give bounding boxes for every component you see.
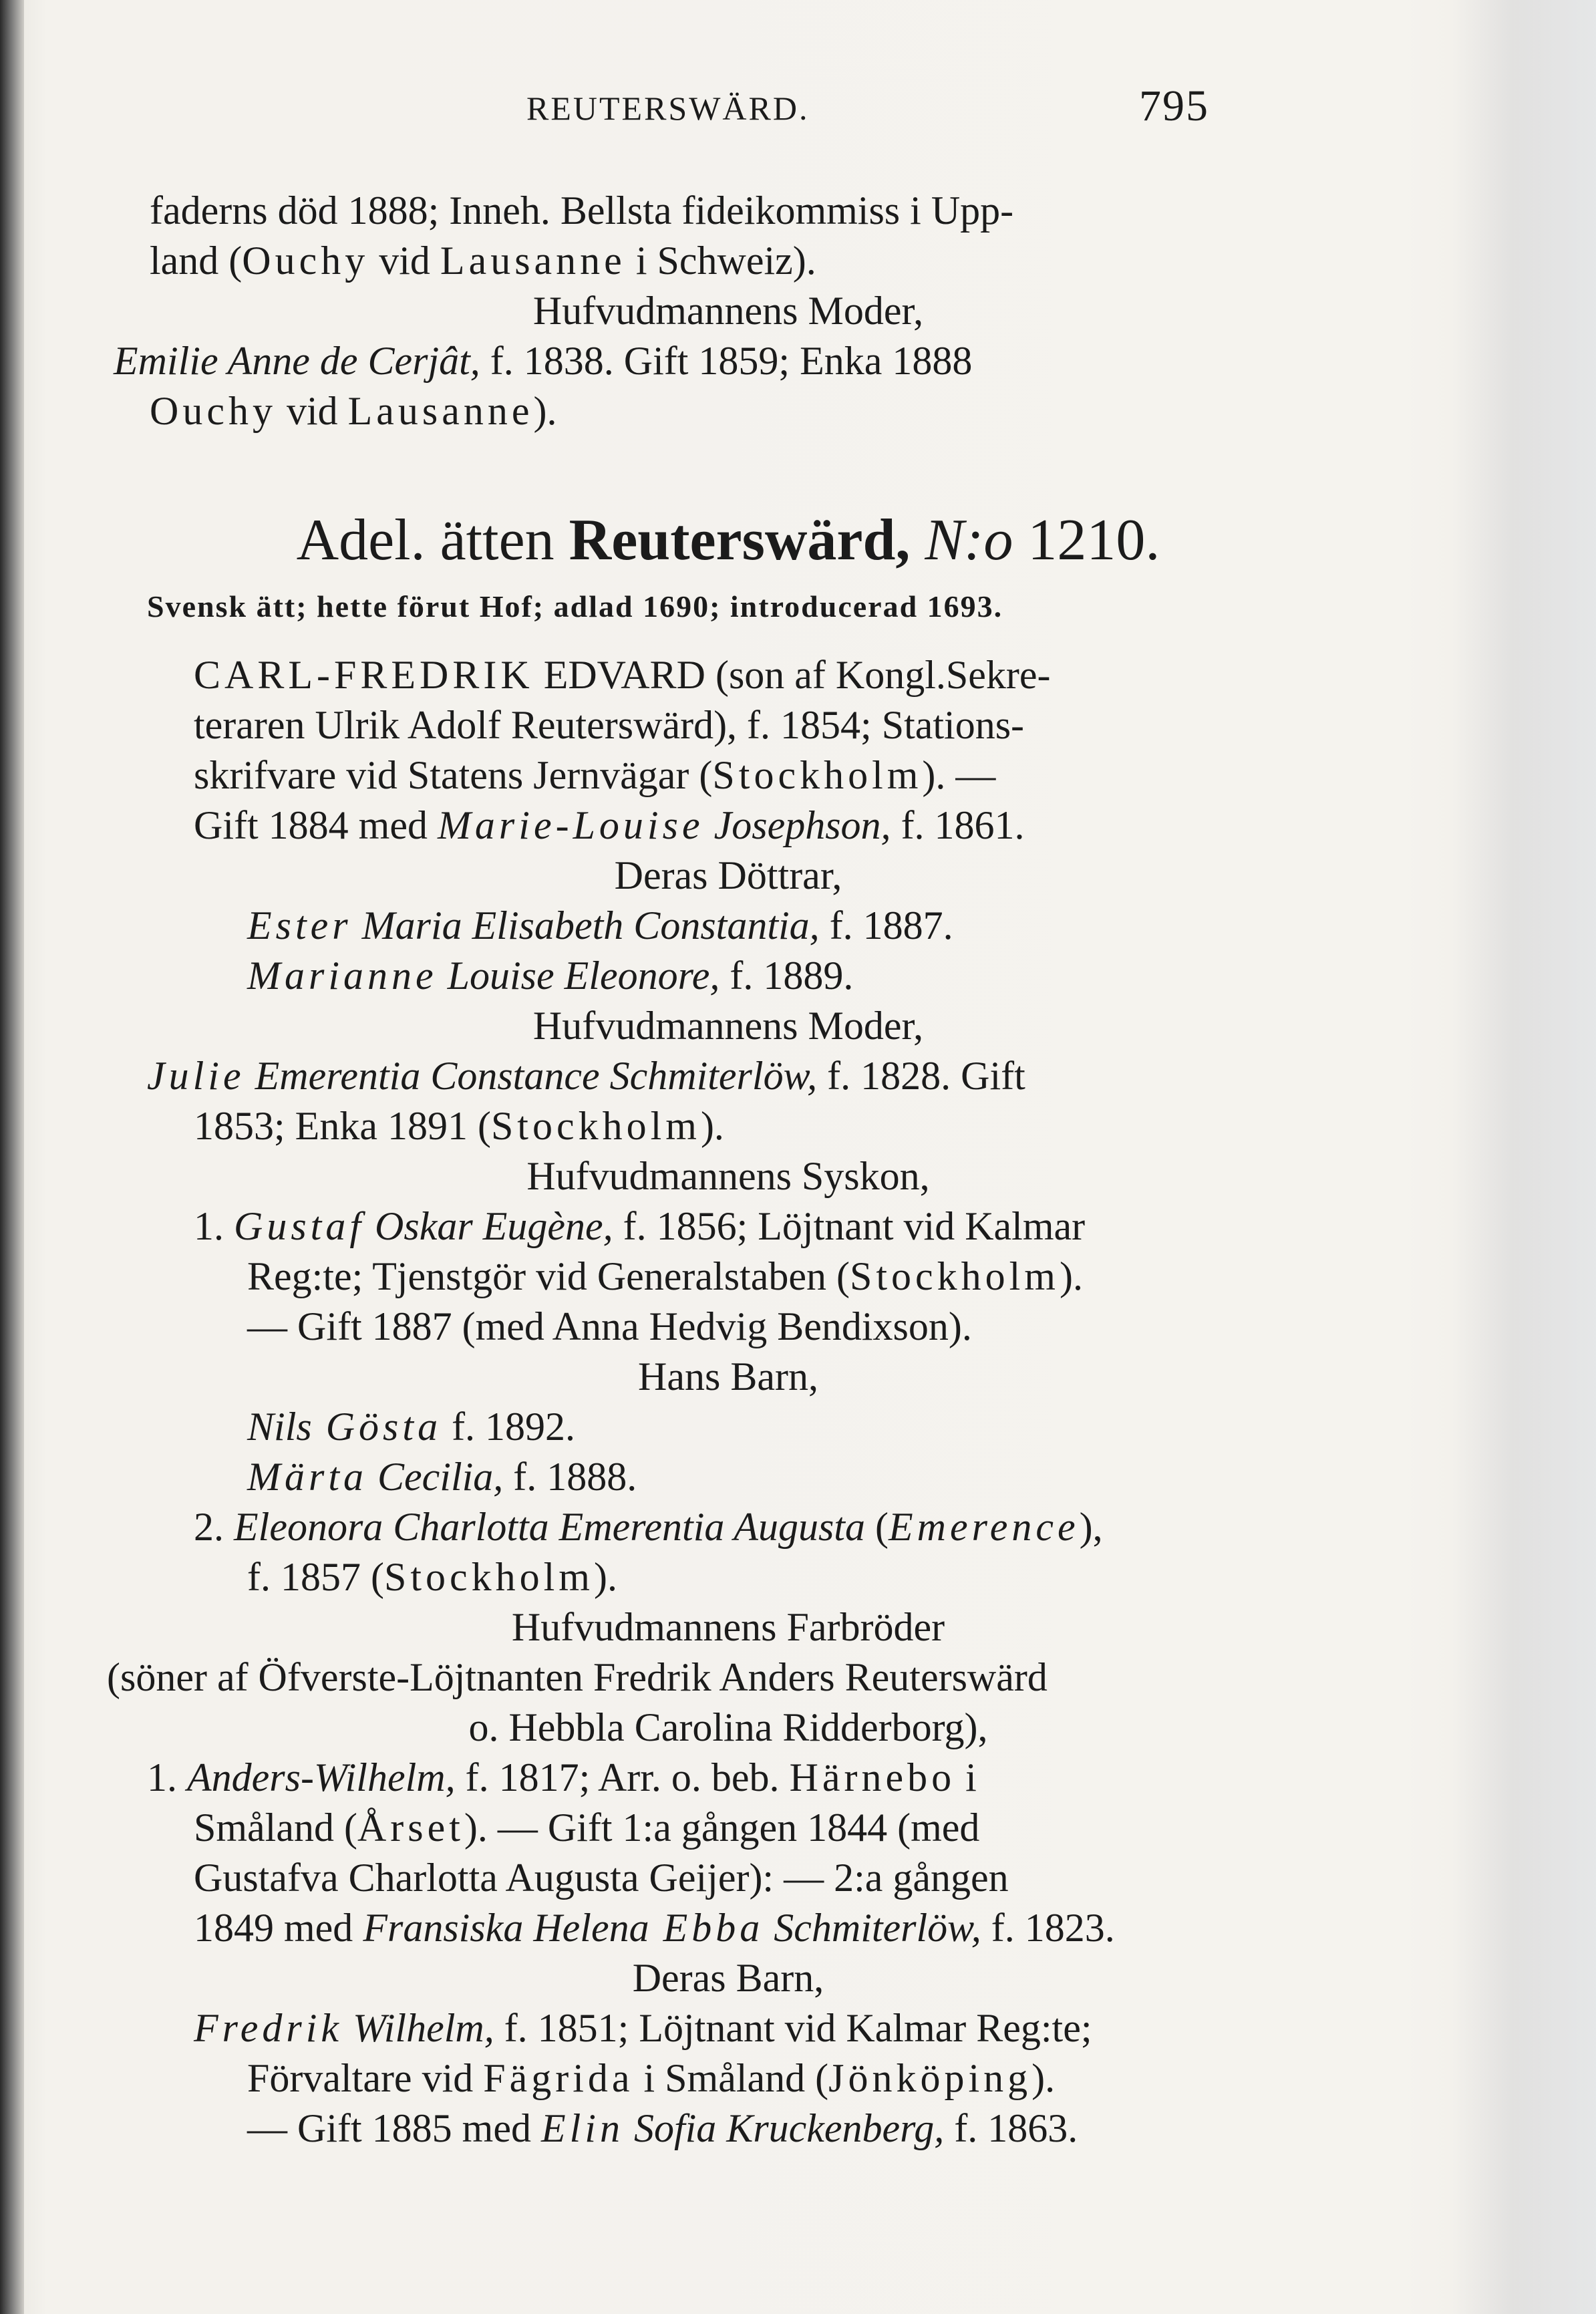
text-line: Märta Cecilia, f. 1888. bbox=[247, 1455, 637, 1499]
text-line: — Gift 1885 med Elin Sofia Kruckenberg, f. 1863. bbox=[247, 2106, 1078, 2150]
section-heading: Hans Barn, bbox=[638, 1354, 818, 1399]
page-header bbox=[0, 84, 1596, 144]
text-line: faderns död 1888; Inneh. Bellsta fideikommiss i Upp- bbox=[150, 188, 1014, 233]
text-line: 1. Anders-Wilhelm, f. 1817; Arr. o. beb. Härnebo i bbox=[147, 1755, 977, 1799]
text-line: (söner af Öfverste-Löjtnanten Fredrik Anders Reuterswärd bbox=[107, 1655, 1048, 1699]
section-heading: Hufvudmannens Moder, bbox=[532, 1004, 924, 1048]
section-heading: Hufvudmannens Moder, bbox=[532, 289, 924, 333]
text-line: Gustafva Charlotta Augusta Geijer): — 2:a gången bbox=[194, 1856, 1009, 1900]
section-heading: Deras Barn, bbox=[632, 1956, 824, 2000]
text-line: Reg:te; Tjenstgör vid Generalstaben (Stockholm). bbox=[247, 1254, 1083, 1298]
text-line: 1849 med Fransiska Helena Ebba Schmiterlöw, f. 1823. bbox=[194, 1906, 1115, 1950]
text-line: 1. Gustaf Oskar Eugène, f. 1856; Löjtnant vid Kalmar bbox=[194, 1204, 1086, 1248]
text-line: Förvaltare vid Fägrida i Småland (Jönköping). bbox=[247, 2056, 1056, 2100]
text-line: 1853; Enka 1891 (Stockholm). bbox=[194, 1104, 724, 1148]
section-heading: Hufvudmannens Farbröder bbox=[511, 1605, 945, 1649]
page-number: 795 bbox=[1139, 82, 1209, 130]
text-line: Gift 1884 med Marie-Louise Josephson, f. 1861. bbox=[194, 803, 1025, 847]
text-line: 2. Eleonora Charlotta Emerentia Augusta (Emerence), bbox=[194, 1505, 1103, 1549]
text-line: Nils Gösta f. 1892. bbox=[247, 1405, 576, 1449]
section-heading: Deras Döttrar, bbox=[614, 853, 842, 897]
text-line: Marianne Louise Eleonore, f. 1889. bbox=[247, 954, 854, 998]
family-title: Adel. ätten Reuterswärd, N:o 1210. bbox=[296, 508, 1160, 573]
text-line: CARL-FREDRIK EDVARD (son af Kongl.Sekre- bbox=[194, 653, 1051, 697]
text-line: f. 1857 (Stockholm). bbox=[247, 1555, 617, 1599]
text-line: Småland (Årset). — Gift 1:a gången 1844 (med bbox=[194, 1805, 980, 1850]
page-edge-shadow bbox=[1452, 0, 1596, 2314]
text-line: Ester Maria Elisabeth Constantia, f. 1887. bbox=[247, 903, 953, 948]
text-line: Julie Emerentia Constance Schmiterlöw, f. 1828. Gift bbox=[147, 1054, 1025, 1098]
running-title: REUTERSWÄRD. bbox=[526, 90, 810, 127]
family-note: Svensk ätt; hette förut Hof; adlad 1690; introducerad 1693. bbox=[147, 589, 1003, 623]
text-line: skrifvare vid Statens Jernvägar (Stockholm). — bbox=[194, 753, 996, 797]
text-line: land (Ouchy vid Lausanne i Schweiz). bbox=[150, 239, 816, 283]
text-line: Fredrik Wilhelm, f. 1851; Löjtnant vid Kalmar Reg:te; bbox=[194, 2006, 1092, 2050]
text-line: Ouchy vid Lausanne). bbox=[150, 389, 557, 433]
text-line: o. Hebbla Carolina Ridderborg), bbox=[468, 1705, 988, 1749]
text-line: — Gift 1887 (med Anna Hedvig Bendixson). bbox=[247, 1304, 972, 1348]
section-heading: Hufvudmannens Syskon, bbox=[526, 1154, 930, 1198]
text-line: Emilie Anne de Cerjât, f. 1838. Gift 1859; Enka 1888 bbox=[114, 339, 973, 383]
book-spine-shadow bbox=[0, 0, 24, 2314]
text-line: teraren Ulrik Adolf Reuterswärd), f. 1854; Stations- bbox=[194, 703, 1025, 747]
